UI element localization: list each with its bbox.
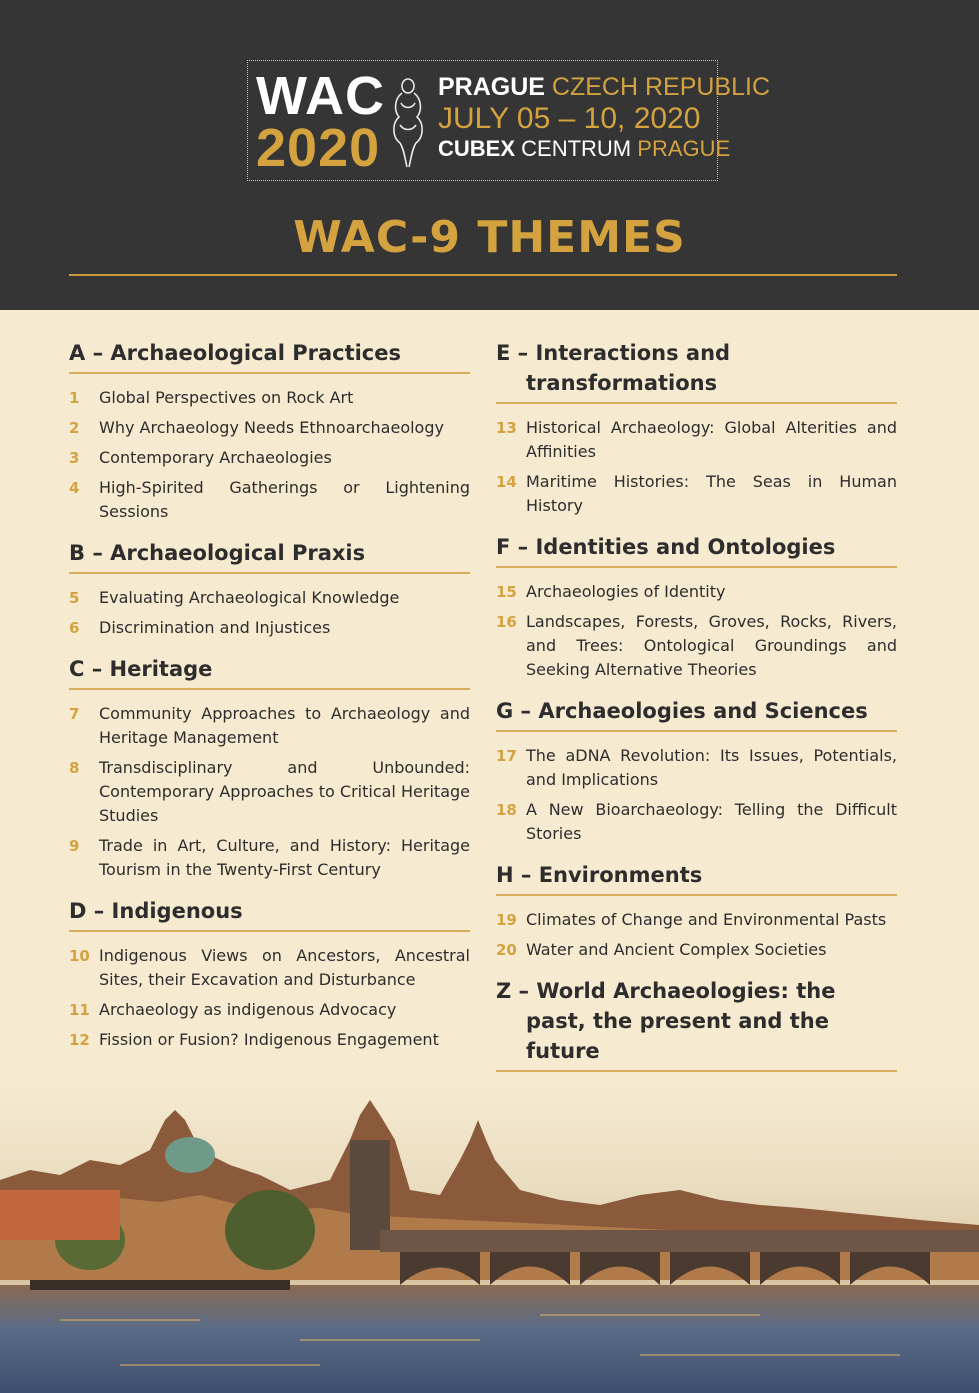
theme-item <box>496 908 897 932</box>
theme-title: A New Bioarchaeology: Telling the Difficult Stories <box>526 800 897 843</box>
theme-item <box>69 834 470 882</box>
theme-item <box>69 944 470 992</box>
theme-number: 14 <box>496 473 517 491</box>
logo-dates: JULY 05 – 10, 2020 <box>438 102 701 135</box>
theme-title: Transdisciplinary and Unbounded: Contemporary Approaches to Critical Heritage Studies <box>99 758 470 825</box>
theme-title: Global Perspectives on Rock Art <box>99 388 354 407</box>
theme-title: Indigenous Views on Ancestors, Ancestral Sites, their Excavation and Disturbance <box>99 946 470 989</box>
theme-section-a <box>69 338 470 524</box>
theme-title: Archaeology as indigenous Advocacy <box>99 1000 397 1019</box>
theme-number: 7 <box>69 705 80 723</box>
section-heading: A – Archaeological Practices <box>69 338 470 374</box>
theme-number: 8 <box>69 759 80 777</box>
theme-title: Climates of Change and Environmental Pasts <box>526 910 887 929</box>
theme-item <box>496 744 897 792</box>
theme-item <box>69 476 470 524</box>
theme-title: Contemporary Archaeologies <box>99 448 332 467</box>
theme-number: 19 <box>496 911 517 929</box>
theme-section-g <box>496 696 897 846</box>
theme-section-c <box>69 654 470 882</box>
theme-item <box>496 938 897 962</box>
theme-number: 11 <box>69 1001 90 1019</box>
theme-title: Discrimination and Injustices <box>99 618 331 637</box>
event-logo <box>247 60 771 181</box>
logo-event-details <box>438 73 771 161</box>
theme-number: 20 <box>496 941 517 959</box>
logo-location: PRAGUE CZECH REPUBLIC <box>438 73 771 101</box>
title-divider <box>69 274 897 276</box>
section-heading: Z – World Archaeologies: the past, the present and the future <box>496 976 897 1072</box>
theme-number: 2 <box>69 419 80 437</box>
theme-item <box>69 446 470 470</box>
theme-title: Evaluating Archaeological Knowledge <box>99 588 400 607</box>
theme-item <box>69 586 470 610</box>
theme-item <box>496 470 897 518</box>
theme-section-b <box>69 538 470 640</box>
header-banner <box>0 0 979 310</box>
venus-figurine-icon <box>390 77 426 169</box>
section-heading: H – Environments <box>496 860 897 896</box>
theme-number: 15 <box>496 583 517 601</box>
theme-number: 9 <box>69 837 80 855</box>
theme-number: 18 <box>496 801 517 819</box>
section-heading: B – Archaeological Praxis <box>69 538 470 574</box>
section-heading: D – Indigenous <box>69 896 470 932</box>
theme-number: 16 <box>496 613 517 631</box>
theme-title: Historical Archaeology: Global Alterities and Affinities <box>526 418 897 461</box>
theme-title: The aDNA Revolution: Its Issues, Potentials, and Implications <box>526 746 897 789</box>
theme-item <box>496 416 897 464</box>
theme-title: Maritime Histories: The Seas in Human History <box>526 472 897 515</box>
theme-title: Community Approaches to Archaeology and Heritage Management <box>99 704 470 747</box>
theme-title: Water and Ancient Complex Societies <box>526 940 827 959</box>
section-heading: G – Archaeologies and Sciences <box>496 696 897 732</box>
theme-title: Why Archaeology Needs Ethnoarchaeology <box>99 418 444 437</box>
theme-number: 10 <box>69 947 90 965</box>
theme-section-f <box>496 532 897 682</box>
theme-title: High-Spirited Gatherings or Lightening Sessions <box>99 478 470 521</box>
theme-item <box>69 998 470 1022</box>
theme-item <box>69 616 470 640</box>
theme-number: 12 <box>69 1031 90 1049</box>
theme-number: 3 <box>69 449 80 467</box>
theme-item <box>69 416 470 440</box>
theme-item <box>496 798 897 846</box>
theme-number: 13 <box>496 419 517 437</box>
theme-number: 4 <box>69 479 80 497</box>
logo-wordmark <box>256 66 385 178</box>
theme-section-h <box>496 860 897 962</box>
theme-title: Fission or Fusion? Indigenous Engagement <box>99 1030 439 1049</box>
theme-item <box>496 610 897 682</box>
theme-item <box>69 756 470 828</box>
themes-left-column <box>69 338 470 1066</box>
theme-number: 1 <box>69 389 80 407</box>
theme-number: 17 <box>496 747 517 765</box>
theme-section-e <box>496 338 897 518</box>
logo-year: 2020 <box>256 118 381 178</box>
theme-title: Landscapes, Forests, Groves, Rocks, Rivers, and Trees: Ontological Groundings and Seeking Alternative Theories <box>526 612 897 679</box>
theme-item <box>69 386 470 410</box>
prague-skyline-photo <box>0 1080 979 1393</box>
theme-section-d <box>69 896 470 1052</box>
theme-title: Archaeologies of Identity <box>526 582 726 601</box>
section-heading: E – Interactions and transformations <box>496 338 897 404</box>
logo-wac: WAC <box>256 66 385 126</box>
theme-item <box>69 702 470 750</box>
page-title: WAC-9 THEMES <box>293 212 686 263</box>
themes-right-column <box>496 338 897 1146</box>
logo-venue: CUBEX CENTRUM PRAGUE <box>438 136 731 161</box>
section-heading: F – Identities and Ontologies <box>496 532 897 568</box>
theme-number: 6 <box>69 619 80 637</box>
theme-item <box>69 1028 470 1052</box>
section-heading: C – Heritage <box>69 654 470 690</box>
theme-number: 5 <box>69 589 80 607</box>
theme-item <box>496 580 897 604</box>
theme-title: Trade in Art, Culture, and History: Heritage Tourism in the Twenty-First Century <box>99 836 470 879</box>
